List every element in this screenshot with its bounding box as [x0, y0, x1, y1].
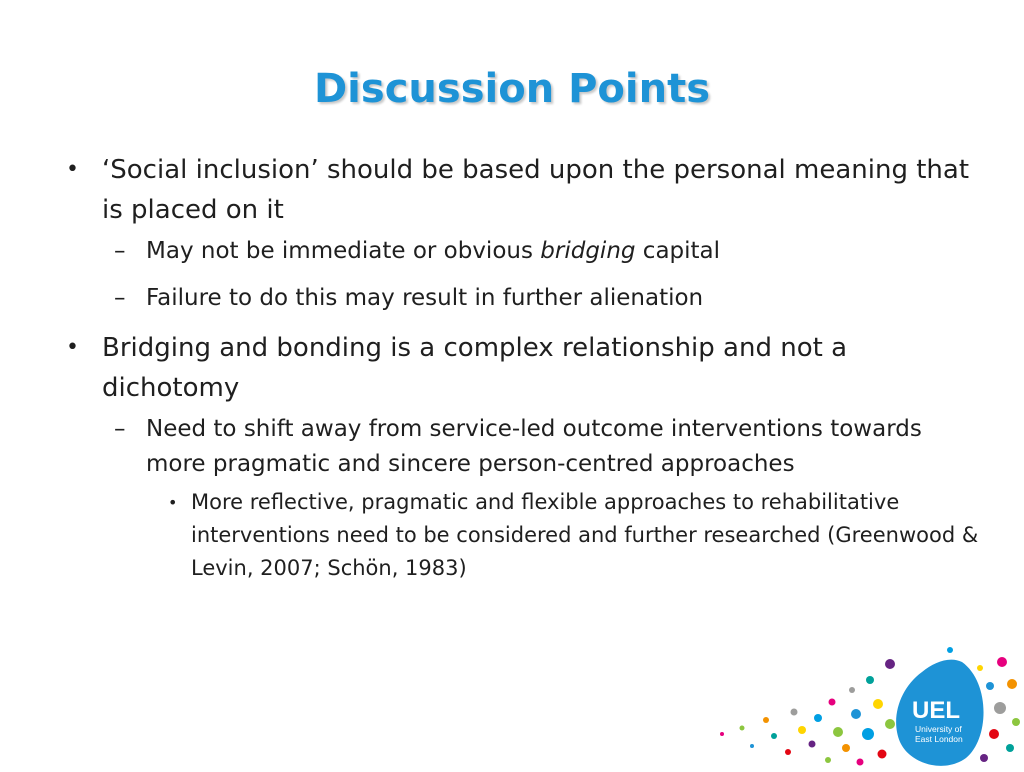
- logo-wordmark: UEL: [912, 697, 960, 724]
- sub-sub-bullet-item: [146, 486, 980, 585]
- uel-logo-area: [704, 638, 1024, 768]
- bullet-text: ‘Social inclusion’ should be based upon the personal meaning that is placed on it: [102, 155, 970, 225]
- logo-line-1: University of: [915, 724, 962, 734]
- sub-bullet-item: [102, 412, 980, 585]
- bullet-marker-small: •: [168, 493, 178, 512]
- logo-line-2: East London: [915, 734, 963, 744]
- dash-marker: –: [114, 238, 126, 264]
- bullet-marker: •: [66, 335, 79, 360]
- bullet-marker: •: [66, 157, 79, 182]
- sub-bullet-text: Need to shift away from service-led outcome interventions towards more pragmatic and sincere person-centred approaches: [146, 416, 922, 477]
- bullet-item: [60, 328, 980, 408]
- dash-marker: –: [114, 416, 126, 442]
- dash-marker: –: [114, 285, 126, 311]
- bullet-text: Bridging and bonding is a complex relationship and not a dichotomy: [102, 333, 847, 403]
- sub-sub-bullet-text: More reflective, pragmatic and flexible approaches to rehabilitative interventions need to be considered and further researched (Greenwood & Levin, 2007; Schön, 1983): [191, 490, 979, 580]
- sub-bullet-text: Failure to do this may result in further alienation: [146, 285, 704, 311]
- bullet-item: [60, 150, 980, 230]
- slide-title: Discussion Points: [313, 66, 711, 112]
- sub-bullet-text-post: capital: [635, 238, 721, 264]
- bullet-list: [60, 150, 980, 597]
- sub-bullet-text-pre: May not be immediate or obvious: [146, 238, 541, 264]
- sub-bullet-item: [102, 234, 980, 269]
- uel-logo: [704, 638, 1024, 768]
- sub-bullet-emphasis: bridging: [540, 238, 636, 264]
- sub-bullet-item: [102, 281, 980, 316]
